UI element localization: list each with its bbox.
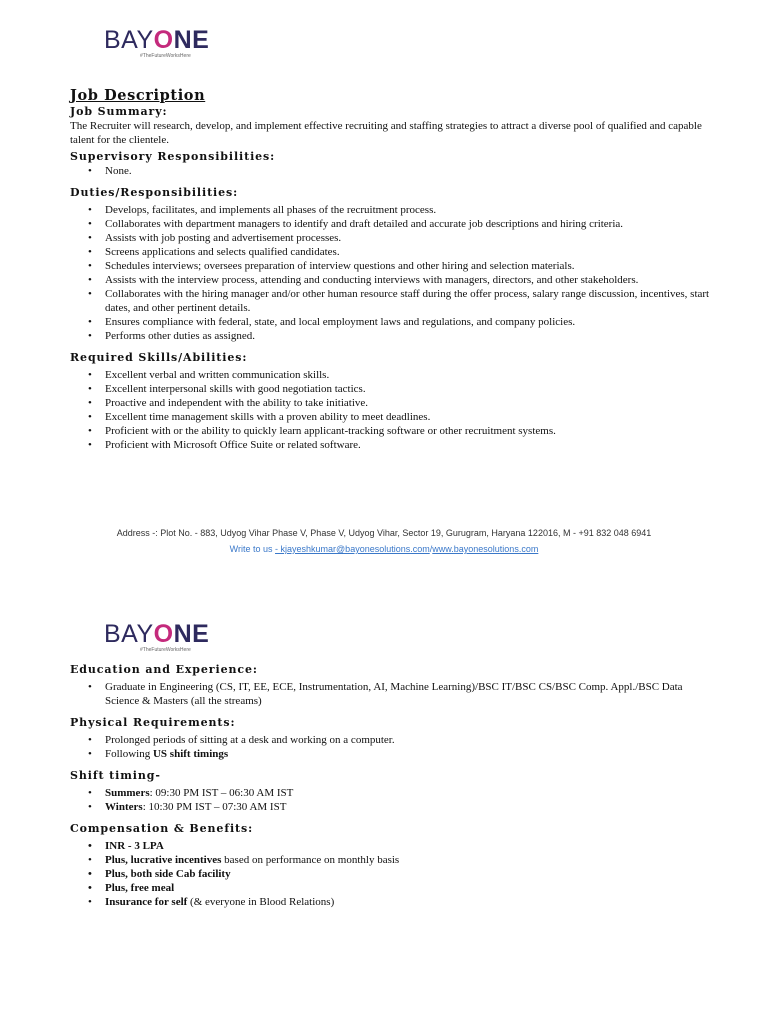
- bayone-logo: BAYONE #TheFutureWorksHere: [104, 26, 210, 59]
- skills-list: [70, 368, 710, 452]
- list-item: • Proficient with or the ability to quickly learn applicant-tracking software or other recruitment systems.: [105, 424, 710, 438]
- list-item: • Excellent time management skills with a proven ability to meet deadlines.: [105, 410, 710, 424]
- list-item: • INR - 3 LPA: [105, 839, 710, 853]
- list-item: • Ensures compliance with federal, state, and local employment laws and regulations, and company policies.: [105, 315, 710, 329]
- education-heading: Education and Experience:: [70, 663, 258, 676]
- supervisory-heading: Supervisory Responsibilities:: [70, 150, 276, 163]
- email-link[interactable]: - kjayeshkumar@bayonesolutions.com: [275, 544, 430, 554]
- website-link[interactable]: www.bayonesolutions.com: [432, 544, 539, 554]
- list-item: • Winters: 10:30 PM IST – 07:30 AM IST: [105, 800, 710, 814]
- list-item: • Assists with job posting and advertisement processes.: [105, 231, 710, 245]
- footer-address: Address -: Plot No. - 883, Udyog Vihar Phase V, Phase V, Udyog Vihar, Sector 19, Gurugram, Haryana 122016, M - +91 832 048 6941: [116, 528, 652, 538]
- list-item: • Excellent interpersonal skills with good negotiation tactics.: [105, 382, 710, 396]
- list-item: • Proficient with Microsoft Office Suite or related software.: [105, 438, 710, 452]
- supervisory-list: [70, 164, 710, 178]
- list-item: • Following US shift timings: [105, 747, 710, 761]
- list-item: • Performs other duties as assigned.: [105, 329, 710, 343]
- list-item: • Plus, free meal: [105, 881, 710, 895]
- bayone-logo: BAYONE #TheFutureWorksHere: [104, 620, 210, 653]
- list-item: • Collaborates with the hiring manager and/or other human resource staff during the offer process, salary range discussion, incentives, start dates, and other pertinent details.: [105, 287, 710, 315]
- job-requirements-body: [70, 663, 710, 909]
- duties-heading: Duties/Responsibilities:: [70, 186, 239, 199]
- list-item: • Prolonged periods of sitting at a desk and working on a computer.: [105, 733, 710, 747]
- shift-list: [70, 786, 710, 814]
- list-item: • Summers: 09:30 PM IST – 06:30 AM IST: [105, 786, 710, 800]
- physical-list: [70, 733, 710, 761]
- list-item: • Excellent verbal and written communication skills.: [105, 368, 710, 382]
- list-item: • None.: [105, 164, 710, 178]
- physical-heading: Physical Requirements:: [70, 716, 236, 729]
- footer-contact: Write to us - kjayeshkumar@bayonesolutions.com/www.bayonesolutions.com: [229, 544, 539, 554]
- list-item: • Plus, both side Cab facility: [105, 867, 710, 881]
- list-item: • Develops, facilitates, and implements all phases of the recruitment process.: [105, 203, 710, 217]
- page-title: Job Description: [70, 87, 206, 104]
- list-item: • Plus, lucrative incentives based on performance on monthly basis: [105, 853, 710, 867]
- job-summary-heading: Job Summary:: [70, 105, 168, 118]
- skills-heading: Required Skills/Abilities:: [70, 351, 248, 364]
- list-item: • Screens applications and selects qualified candidates.: [105, 245, 710, 259]
- list-item: • Proactive and independent with the ability to take initiative.: [105, 396, 710, 410]
- job-description-body: [70, 87, 710, 452]
- list-item: • Insurance for self (& everyone in Blood Relations): [105, 895, 710, 909]
- compensation-list: [70, 839, 710, 909]
- duties-list: [70, 203, 710, 343]
- compensation-heading: Compensation & Benefits:: [70, 822, 254, 835]
- logo-tagline: #TheFutureWorksHere: [140, 647, 191, 653]
- list-item: • Schedules interviews; oversees preparation of interview questions and other hiring and selection materials.: [105, 259, 710, 273]
- education-list: [70, 680, 710, 708]
- job-summary-text: The Recruiter will research, develop, and implement effective recruiting and staffing strategies to attract a diverse pool of qualified and capable talent for the clientele.: [70, 120, 702, 146]
- list-item: • Graduate in Engineering (CS, IT, EE, ECE, Instrumentation, AI, Machine Learning)/BSC IT/BSC CS/BSC Comp. Appl./BSC Data Science & Masters (all the streams): [105, 680, 710, 708]
- logo-tagline: #TheFutureWorksHere: [140, 53, 191, 59]
- document-page-2: [0, 580, 768, 1024]
- list-item: • Assists with the interview process, attending and conducting interviews with managers, directors, and other stakeholders.: [105, 273, 710, 287]
- page-footer: [0, 525, 768, 557]
- list-item: • Collaborates with department managers to identify and draft detailed and accurate job descriptions and hiring criteria.: [105, 217, 710, 231]
- shift-heading: Shift timing-: [70, 769, 161, 782]
